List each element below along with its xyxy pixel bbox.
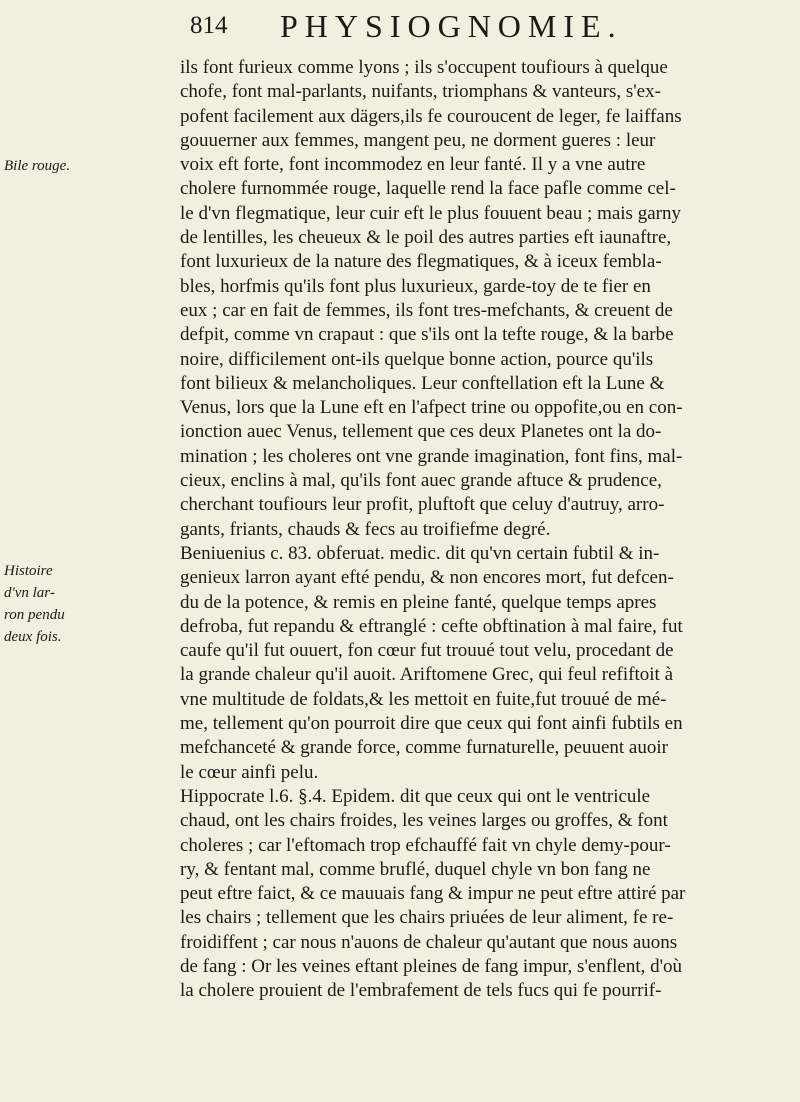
margin-note-line: ron pendu bbox=[4, 607, 65, 623]
text-line: mefchanceté & grande force, comme furnaturelle, peuuent auoir bbox=[180, 737, 668, 759]
text-line: cholere furnommée rouge, laquelle rend la face pafle comme cel- bbox=[180, 178, 676, 200]
text-line: de fang : Or les veines eftant pleines de fang impur, s'enflent, d'où bbox=[180, 955, 683, 977]
page-header bbox=[190, 8, 790, 48]
margin-note-line: Histoire bbox=[4, 563, 53, 579]
text-line: le d'vn flegmatique, leur cuir eft le plus fouuent beau ; mais garny bbox=[180, 202, 681, 224]
text-line: bles, horfmis qu'ils font plus luxurieux, garde-toy de te fier en bbox=[180, 275, 651, 297]
text-line: font luxurieux de la nature des flegmatiques, & à iceux fembla- bbox=[180, 251, 662, 273]
body-text bbox=[180, 56, 800, 1004]
text-line: du de la potence, & remis en pleine fanté, quelque temps apres bbox=[180, 591, 657, 613]
text-line: font bilieux & melancholiques. Leur conftellation eft la Lune & bbox=[180, 372, 665, 394]
text-line: chaud, ont les chairs froides, les veines larges ou groffes, & font bbox=[180, 810, 668, 832]
text-line: ry, & fentant mal, comme bruflé, duquel chyle vn bon fang ne bbox=[180, 858, 651, 880]
text-line: de lentilles, les cheueux & le poil des autres parties eft iaunaftre, bbox=[180, 227, 672, 249]
text-line: mination ; les choleres ont vne grande imagination, font fins, mal- bbox=[180, 445, 683, 467]
margin-note-line: deux fois. bbox=[4, 629, 62, 645]
text-line: le cœur ainfi pelu. bbox=[180, 761, 319, 783]
text-line: vne multitude de foldats,& les mettoit en fuite,fut trouué de mé- bbox=[180, 688, 667, 710]
margin-note-histoire bbox=[4, 560, 65, 648]
text-line: choleres ; car l'eftomach trop efchauffé fait vn chyle demy-pour- bbox=[180, 834, 671, 856]
text-line: me, tellement qu'on pourroit dire que ceux qui font ainfi fubtils en bbox=[180, 713, 683, 735]
text-line: peut eftre faict, & ce mauuais fang & impur ne peut eftre attiré par bbox=[180, 883, 686, 905]
text-line: la grande chaleur qu'il auoit. Ariftomene Grec, qui feul refiftoit à bbox=[180, 664, 674, 686]
text-line: voix eft forte, font incommodez en leur fanté. Il y a vne autre bbox=[180, 154, 646, 176]
text-line: froidiffent ; car nous n'auons de chaleur qu'autant que nous auons bbox=[180, 931, 678, 953]
margin-note-bile-rouge: Bile rouge. bbox=[4, 158, 71, 174]
text-line: pofent facilement aux dägers,ils fe couroucent de leger, fe laiffans bbox=[180, 105, 682, 127]
text-line: cherchant toufiours leur profit, pluftoft que celuy d'autruy, arro- bbox=[180, 494, 665, 516]
text-line: Hippocrate l.6. §.4. Epidem. dit que ceux qui ont le ventricule bbox=[180, 785, 651, 807]
text-line: Venus, lors que la Lune eft en l'afpect trine ou oppofite,ou en con- bbox=[180, 397, 683, 419]
text-line: caufe qu'il fut ouuert, fon cœur fut trouué tout velu, procedant de bbox=[180, 640, 674, 662]
text-line: ils font furieux comme lyons ; ils s'occupent toufiours à quelque bbox=[180, 57, 668, 78]
text-line: defroba, fut repandu & eftranglé : cefte obftination à mal faire, fut bbox=[180, 615, 683, 637]
text-line: chofe, font mal-parlants, nuifants, triomphans & vanteurs, s'ex- bbox=[180, 81, 661, 103]
text-line: defpit, comme vn crapaut : que s'ils ont la tefte rouge, & la barbe bbox=[180, 324, 674, 346]
text-line: la cholere prouient de l'embrafement de tels fucs qui fe pourrif- bbox=[180, 980, 662, 1002]
text-line: ionction auec Venus, tellement que ces deux Planetes ont la do- bbox=[180, 421, 662, 443]
page-number: 814 bbox=[190, 12, 228, 39]
margin-note-line: d'vn lar- bbox=[4, 585, 55, 601]
text-line: eux ; car en fait de femmes, ils font tres-mefchants, & creuent de bbox=[180, 299, 673, 321]
text-line: gouuerner aux femmes, mangent peu, ne dorment gueres : leur bbox=[180, 129, 656, 151]
running-title: PHYSIOGNOMIE. bbox=[280, 8, 623, 44]
text-line: cieux, enclins à mal, qu'ils font auec grande aftuce & prudence, bbox=[180, 470, 662, 492]
text-line: gants, friants, chauds & fecs au troifiefme degré. bbox=[180, 518, 551, 540]
text-line: genieux larron ayant efté pendu, & non encores mort, fut defcen- bbox=[180, 567, 674, 589]
text-line: Beniuenius c. 83. obferuat. medic. dit qu'vn certain fubtil & in- bbox=[180, 542, 660, 564]
text-line: les chairs ; tellement que les chairs priuées de leur aliment, fe re- bbox=[180, 907, 674, 929]
text-line: noire, difficilement ont-ils quelque bonne action, pource qu'ils bbox=[180, 348, 654, 370]
